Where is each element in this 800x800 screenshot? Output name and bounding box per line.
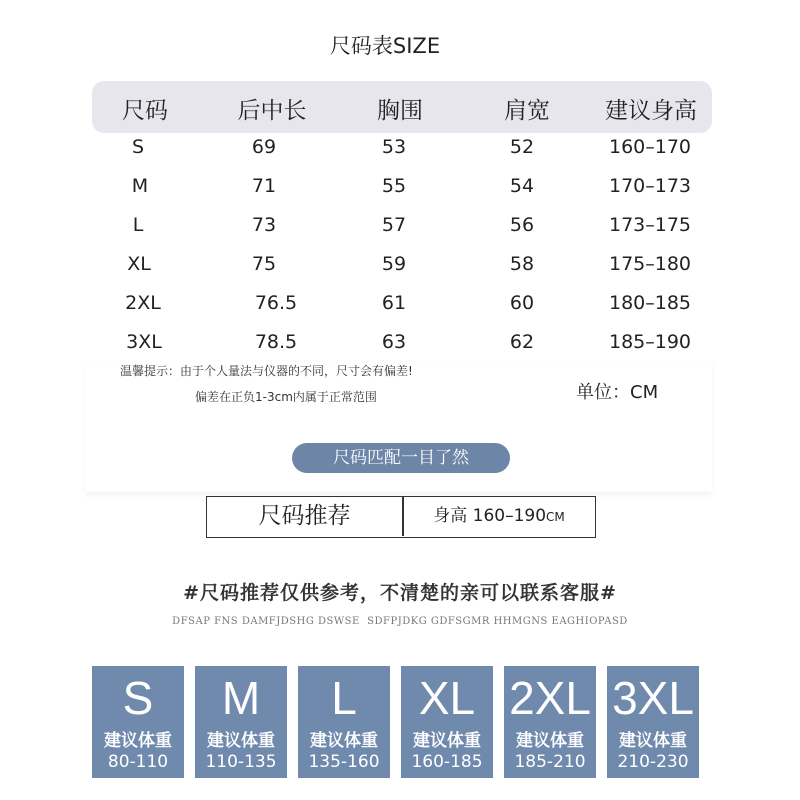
- table-cell: M: [131, 175, 149, 197]
- header-height: 建议身高: [605, 98, 697, 124]
- table-cell: 173–175: [608, 214, 692, 236]
- recommend-label: 尺码推荐: [258, 503, 351, 529]
- table-cell: 160–170: [608, 136, 692, 158]
- size-card-range: 110-135: [205, 752, 277, 772]
- size-card-3xl: [607, 666, 699, 778]
- table-cell: 61: [381, 292, 407, 314]
- table-cell: 62: [509, 331, 535, 353]
- table-cell: 55: [381, 175, 407, 197]
- table-cell: 78.5: [254, 331, 298, 353]
- table-cell: 185–190: [608, 331, 692, 353]
- disclaimer-text: #尺码推荐仅供参考，不清楚的亲可以联系客服#: [183, 582, 617, 604]
- table-cell: 180–185: [608, 292, 692, 314]
- size-card-label: 建议体重: [207, 731, 275, 751]
- header-size: 尺码: [122, 98, 168, 124]
- size-card-range: 80-110: [107, 752, 169, 772]
- table-cell: 63: [381, 331, 407, 353]
- table-cell: 71: [251, 175, 277, 197]
- table-cell: 3XL: [126, 331, 162, 353]
- table-cell: 73: [251, 214, 277, 236]
- table-cell: 56: [509, 214, 535, 236]
- header-back-length: 后中长: [237, 98, 307, 124]
- table-cell: S: [131, 136, 145, 158]
- size-card-label: 建议体重: [310, 731, 378, 751]
- size-recommend-box: [206, 496, 596, 538]
- size-card-size: 3XL: [612, 672, 694, 724]
- size-card-range: 135-160: [308, 752, 380, 772]
- table-cell: 170–173: [608, 175, 692, 197]
- header-shoulder: 肩宽: [504, 98, 550, 124]
- table-cell: XL: [127, 253, 151, 275]
- tolerance-note: 偏差在正负1-3cm内属于正常范围: [195, 390, 377, 404]
- size-card-range: 185-210: [514, 752, 586, 772]
- recommend-height-value: 身高 160–190: [433, 506, 547, 526]
- decorative-letters: DFSAP FNS DAMFJDSHG DSWSE SDFPJDKG GDFSGMR HHMGNS EAGHIOPASD: [172, 616, 628, 627]
- size-match-banner: 尺码匹配一目了然: [292, 443, 510, 473]
- table-cell: 2XL: [125, 292, 161, 314]
- table-cell: 57: [381, 214, 407, 236]
- unit-label: 单位：CM: [576, 382, 659, 403]
- size-card-size: M: [221, 672, 261, 724]
- header-chest: 胸围: [377, 98, 423, 124]
- recommend-height-range: [404, 497, 594, 536]
- size-card-l: [298, 666, 390, 778]
- table-cell: 59: [381, 253, 407, 275]
- table-cell: 75: [251, 253, 277, 275]
- table-cell: 60: [509, 292, 535, 314]
- table-cell: 58: [509, 253, 535, 275]
- measurement-tip: 温馨提示：由于个人量法与仪器的不同，尺寸会有偏差!: [120, 364, 413, 378]
- size-card-2xl: [504, 666, 596, 778]
- table-cell: 54: [509, 175, 535, 197]
- table-cell: 52: [509, 136, 535, 158]
- table-cell: L: [132, 214, 144, 236]
- page-title: 尺码表SIZE: [329, 34, 441, 58]
- table-cell: 69: [251, 136, 277, 158]
- table-cell: 76.5: [254, 292, 298, 314]
- size-card-label: 建议体重: [516, 731, 584, 751]
- size-card-size: L: [331, 672, 357, 724]
- size-card-xl: [401, 666, 493, 778]
- table-cell: 175–180: [608, 253, 692, 275]
- size-card-label: 建议体重: [104, 731, 172, 751]
- size-card-m: [195, 666, 287, 778]
- size-card-s: [92, 666, 184, 778]
- recommend-unit: CM: [546, 510, 565, 524]
- size-card-size: S: [122, 672, 154, 724]
- size-card-size: XL: [418, 672, 476, 724]
- table-cell: 53: [381, 136, 407, 158]
- size-card-range: 210-230: [617, 752, 689, 772]
- size-card-range: 160-185: [411, 752, 483, 772]
- size-card-label: 建议体重: [619, 731, 687, 751]
- size-card-size: 2XL: [509, 672, 591, 724]
- size-card-label: 建议体重: [413, 731, 481, 751]
